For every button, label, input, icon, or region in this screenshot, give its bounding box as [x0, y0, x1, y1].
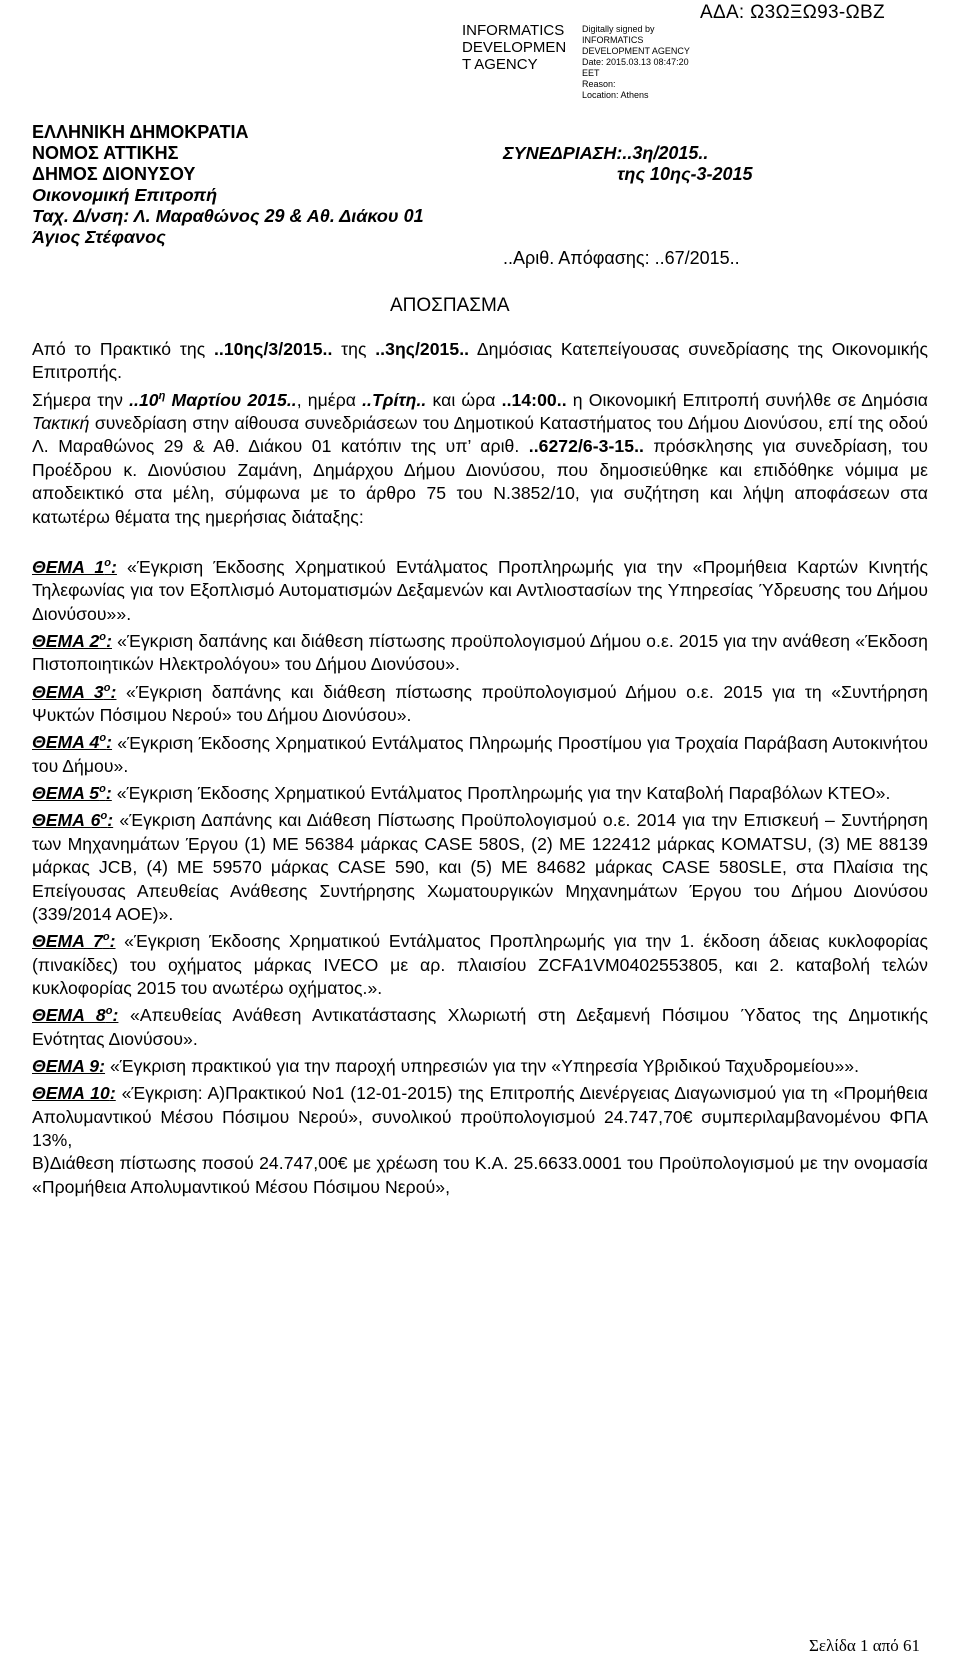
theme-item: ΘΕΜΑ $1^o$: «Έγκριση Έκδοσης Χρηματικού Εντάλματος Προπληρωμής για την «Προμήθεια Καρτών Κινητής Τηλεφωνίας για τον Εξοπλισμό Αυτοματισμών Δεξαμενών και Αντλιοστασίων της Υπηρεσίας Ύδρευσης του Δήμου Διονύσου»». — [32, 556, 928, 624]
header-prefecture: ΝΟΜΟΣ ΑΤΤΙΚΗΣ — [32, 143, 179, 163]
theme-item: ΘΕΜΑ $3^o$: «Έγκριση δαπάνης και διάθεση πίστωσης προϋπολογισμού Δήμου ο.ε. 2015 για τη «Συντήρηση Ψυκτών Πόσιμου Νερού» του Δήμου Διονύσου». — [32, 681, 928, 726]
theme-10-continuation: Β)Διάθεση πίστωσης ποσού 24.747,00€ με χρέωση του Κ.Α. 25.6633.0001 του Προϋπολογισμού με την ονομασία «Προμήθεια Απολυμαντικού Μέσου Πόσιμου Νερού», — [32, 1153, 928, 1197]
signature-org-line: INFORMATICS — [462, 22, 565, 39]
document-body — [32, 338, 928, 1199]
signature-detail-line: Digitally signed by — [582, 24, 655, 34]
theme-item: ΘΕΜΑ $2^o$: «Έγκριση δαπάνης και διάθεση πίστωσης προϋπολογισμού Δήμου ο.ε. 2015 για την ανάθεση «Έκδοση Πιστοποιητικών Ηλεκτρολόγου» του Δήμου Διονύσου». — [32, 631, 928, 675]
header-country: ΕΛΛΗΝΙΚΗ ΔΗΜΟΚΡΑΤΙΑ — [32, 122, 249, 142]
signature-details — [582, 24, 702, 101]
decision-number: ..Αριθ. Απόφασης: ..67/2015.. — [503, 248, 740, 268]
signature-detail-line: Date: 2015.03.13 08:47:20 — [582, 57, 689, 67]
header-address: Ταχ. Δ/νση: Λ. Μαραθώνος 29 & Αθ. Διάκου 01 — [32, 206, 424, 226]
signature-org-line: T AGENCY — [462, 56, 538, 73]
theme-item: ΘΕΜΑ 10: «Έγκριση: Α)Πρακτικού Νο1 (12-01-2015) της Επιτροπής Διενέργειας Διαγωνισμού για τη «Προμήθεια Απολυμαντικού Μέσου Πόσιμου Νερού», συνολικού προϋπολογισμού 24.747,70€ συμπεριλαμβανομένου ΦΠΑ 13%, — [32, 1083, 929, 1151]
signature-detail-line: INFORMATICS — [582, 35, 644, 45]
theme-item: ΘΕΜΑ $7^o$: «Έγκριση Έκδοσης Χρηματικού Εντάλματος Προπληρωμής για την 1. έκδοση άδειας κυκλοφορίας (πινακίδες) του οχήματος μάρκας IVECO με αρ. πλαισίου ZCFA1VM0402553805, και 2. καταβολή τελών κυκλοφορίας 2015 του ανωτέρω οχήματος.». — [32, 931, 928, 999]
document-title: ΑΠΟΣΠΑΣΜΑ — [390, 295, 510, 316]
session-date: της 10ης-3-2015 — [617, 164, 753, 184]
header-committee: Οικονομική Επιτροπή — [32, 185, 218, 205]
header-municipality: ΔΗΜΟΣ ΔΙΟΝΥΣΟΥ — [32, 164, 196, 184]
intro-paragraph-2: Σήμερα την $..10^\eta$ Μαρτίου 2015.., ημέρα ..Τρίτη.. και ώρα ..14:00.. η Οικονομική Επιτροπή συνήλθε σε Δημόσια Τακτική συνεδρίαση στην αίθουσα συνεδριάσεων του Δημοτικού Καταστήματος του Δήμου Διονύσου, επί της οδού Λ. Μαραθώνος 29 & Αθ. Διάκου 01 κατόπιν της υπ’ αριθ. ..6272/6-3-15.. πρόσκλησης για συνεδρίαση, του Προέδρου κ. Διονύσιου Ζαμάνη, Δημάρχου Δήμου Διονύσου, που δημοσιεύθηκε και επιδόθηκε νόμιμα με αποδεικτικό στα μέλη, σύμφωνα με το άρθρο 75 του Ν.3852/10, για συζήτηση και λήψη αποφάσεων στα κατωτέρω θέματα της ημερήσιας διάταξης: — [32, 389, 928, 527]
ada-code: ΑΔΑ: Ω3ΩΞΩ93-ΩΒΖ — [700, 2, 885, 23]
theme-item: ΘΕΜΑ $4^o$: «Έγκριση Έκδοσης Χρηματικού Εντάλματος Πληρωμής Προστίμου για Τροχαία Παράβαση Αυτοκινήτου του Δήμου». — [32, 732, 928, 776]
theme-item: ΘΕΜΑ $5^o$: «Έγκριση Έκδοσης Χρηματικού Εντάλματος Προπληρωμής για την Καταβολή Παραβόλων ΚΤΕΟ». — [32, 783, 891, 804]
theme-item: ΘΕΜΑ $8^o$: «Απευθείας Ανάθεση Αντικατάστασης Χλωριωτή στη Δεξαμενή Πόσιμου Ύδατος της Δημοτικής Ενότητας Διονύσου». — [32, 1005, 929, 1049]
session-number: ΣΥΝΕΔΡΙΑΣΗ:..3η/2015.. — [503, 143, 709, 163]
signature-detail-line: DEVELOPMENT AGENCY — [582, 46, 690, 56]
page-number: Σελίδα 1 από 61 — [808, 1636, 920, 1655]
signature-organization — [462, 22, 580, 73]
theme-item: ΘΕΜΑ $6^o$: «Έγκριση Δαπάνης και Διάθεση Πίστωσης Προϋπολογισμού ο.ε. 2014 για την Επισκευή – Συντήρηση των Μηχανημάτων Έργου (1) ΜΕ 56384 μάρκας CASE 580S, (2) ΜΕ 122412 μάρκας KOMATSU, (3) ΜΕ 88139 μάρκας JCB, (4) ΜΕ 59570 μάρκας CASE 590, και (5) ΜΕ 84682 μάρκας CASE 580SLE, στα Πλαίσια της Επείγουσας Απευθείας Ανάθεσης Συντήρησης Χωματουργικών Μηχανημάτων Έργου του Δήμου Διονύσου (339/2014 ΑΟΕ)». — [32, 810, 928, 924]
header-town: Άγιος Στέφανος — [32, 227, 166, 247]
intro-paragraph-1: Από το Πρακτικό της ..10ης/3/2015.. της ..3ης/2015.. Δημόσιας Κατεπείγουσας συνεδρίασης της Οικονομικής Επιτροπής. — [32, 339, 928, 383]
signature-org-line: DEVELOPMEN — [462, 39, 567, 56]
signature-detail-line: Reason: — [582, 79, 616, 89]
signature-detail-line: Location: Athens — [582, 90, 649, 100]
signature-detail-line: EET — [582, 68, 600, 78]
theme-item: ΘΕΜΑ 9: «Έγκριση πρακτικού για την παροχή υπηρεσιών για την «Υπηρεσία Υβριδικού Ταχυδρομείου»». — [32, 1055, 860, 1076]
header-left — [32, 122, 424, 248]
